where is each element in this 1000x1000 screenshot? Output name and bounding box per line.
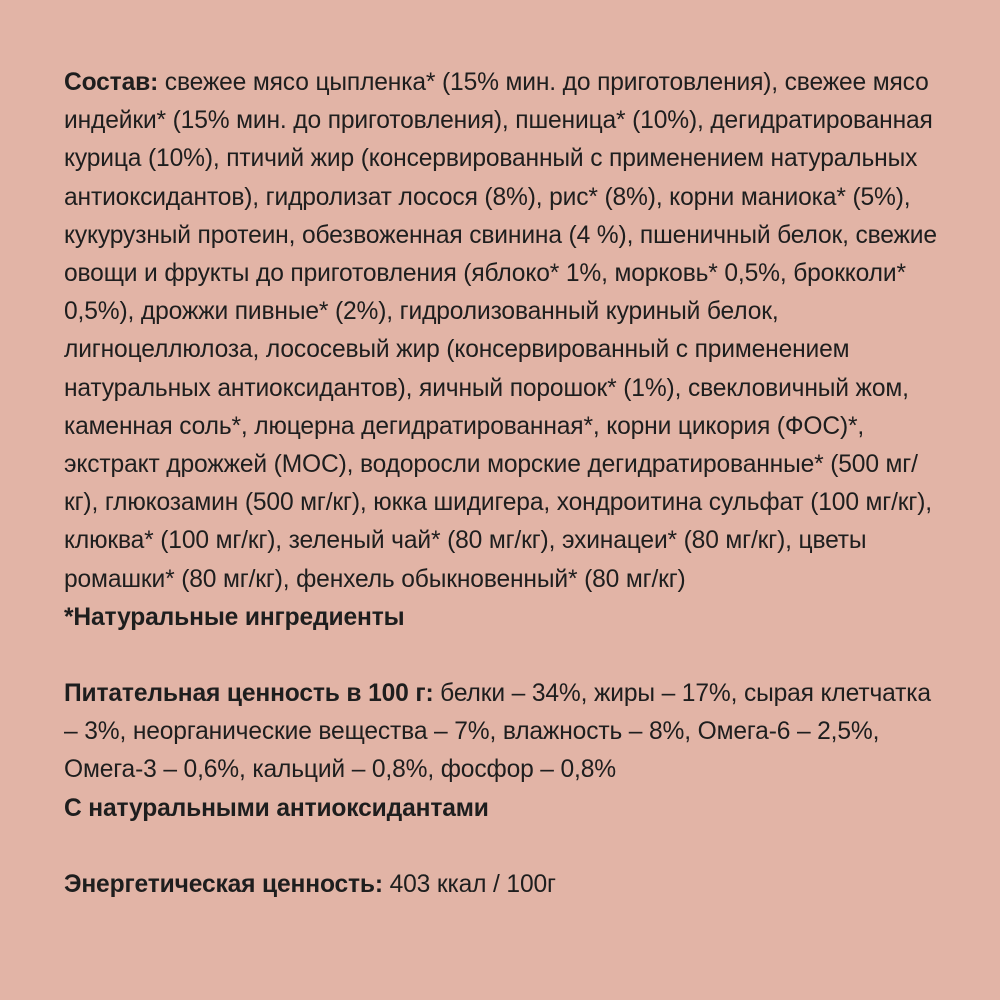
antioxidants-note: С натуральными антиоксидантами — [64, 794, 489, 822]
nutrition-label: Питательная ценность в 100 г: — [64, 680, 434, 708]
composition-paragraph — [64, 64, 938, 599]
natural-ingredients-note: *Натуральные ингредиенты — [64, 603, 405, 631]
energy-label: Энергетическая ценность: — [64, 870, 383, 898]
composition-text: свежее мясо цыпленка* (15% мин. до приготовления), свежее мясо индейки* (15% мин. до приготовления), пшеница* (10%), дегидратированная курица (10%), птичий жир (консервированный с применением натуральных антиоксидантов), гидролизат лосося (8%), рис* (8%), корни маниока* (5%), кукурузный протеин, обезвоженная свинина (4 %), пшеничный белок, свежие овощи и фрукты до приготовления (яблоко* 1%, морковь* 0,5%, брокколи* 0,5%), дрожжи пивные* (2%), гидролизованный куриный белок, лигноцеллюлоза, лососевый жир (консервированный с применением натуральных антиоксидантов), яичный порошок* (1%), свекловичный жом, каменная соль*, люцерна дегидратированная*, корни цикория (ФОС)*, экстракт дрожжей (МОС), водоросли морские дегидратированные* (500 мг/кг), глюкозамин (500 мг/кг), юкка шидигера, хондроитина сульфат (100 мг/кг), клюква* (100 мг/кг), зеленый чай* (80 мг/кг), эхинацеи* (80 мг/кг), цветы ромашки* (80 мг/кг), фенхель обыкновенный* (80 мг/кг) — [64, 69, 937, 593]
energy-paragraph — [64, 866, 938, 904]
nutrition-text: белки – 34%, жиры – 17%, сырая клетчатка – 3%, неорганические вещества – 7%, влажность – 8%, Омега-6 – 2,5%, Омега-3 – 0,6%, кальций – 0,8%, фосфор – 0,8% — [64, 680, 931, 784]
composition-label: Состав: — [64, 69, 159, 96]
nutrition-paragraph — [64, 675, 938, 790]
energy-text: 403 ккал / 100г — [382, 870, 556, 898]
